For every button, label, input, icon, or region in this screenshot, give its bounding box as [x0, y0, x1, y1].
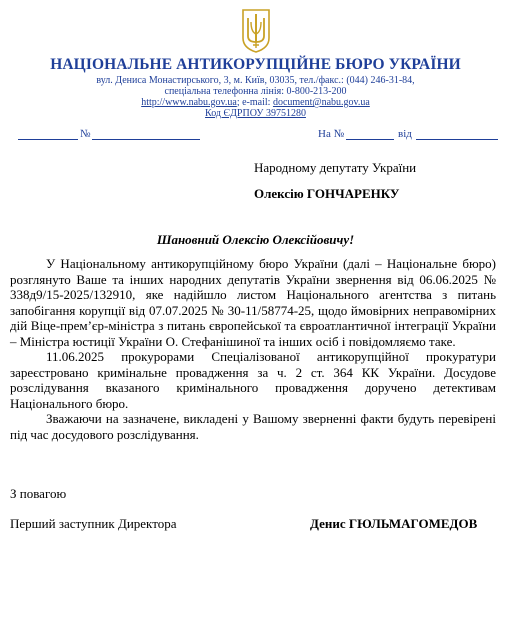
edrpou-code: Код ЄДРПОУ 39751280: [205, 108, 306, 119]
signer-position: Перший заступник Директора: [10, 516, 177, 531]
email-label: ; e-mail:: [236, 97, 273, 108]
registration-row: [0, 128, 511, 142]
website-link[interactable]: http://www.nabu.gov.ua: [141, 97, 237, 108]
email-link[interactable]: document@nabu.gov.ua: [272, 97, 370, 108]
paragraph: Зважаючи на зазначене, викладені у Вашому зверненні факти будуть перевірені під час досудового розслідування.: [10, 411, 496, 442]
greeting: Шановний Олексію Олексійовичу!: [156, 232, 355, 247]
organization-title: НАЦІОНАЛЬНЕ АНТИКОРУПЦІЙНЕ БЮРО УКРАЇНИ: [50, 56, 461, 73]
hotline-text: спеціальна телефонна лінія: 0-800-213-200: [164, 86, 347, 97]
organization-address: вул. Дениса Монастирського, 3, м. Київ, 03035, тел./факс.: (044) 246-31-84,: [96, 75, 415, 86]
trident-emblem-icon: [241, 8, 271, 54]
contacts-line: [0, 97, 511, 109]
letter-body: [10, 256, 496, 442]
closing: З повагою: [10, 486, 67, 501]
reply-to-label: На №: [318, 128, 345, 140]
number-sign: №: [80, 128, 91, 140]
paragraph: У Національному антикорупційному бюро України (далі – Національне бюро) розглянуто Ваше та інших народних депутатів України звернення від 06.06.2025 № 338д9/15-2025/132910, яке надійшло листом Національного агентства з питань запобігання корупції від 07.07.2025 № 30-11/58774-25, щодо ймовірних неправомірних дій Віце-прем’єр-міністра з питань європейської та євроатлантичної інтеграції України – Міністра юстиції України О. Стефанішиної та інших осіб і повідомляємо таке.: [10, 256, 496, 349]
paragraph: 11.06.2025 прокурорами Спеціалізованої антикорупційної прокуратури зареєстровано кримінальне провадження за ч. 2 ст. 364 КК України. Досудове розслідування вказаного кримінального провадження доручено детективам Національного бюро.: [10, 349, 496, 411]
addressee-name: Олексію ГОНЧАРЕНКУ: [254, 186, 400, 201]
date-label: від: [398, 128, 412, 140]
addressee-position: Народному депутату України: [254, 160, 417, 175]
signer-name: Денис ГЮЛЬМАГОМЕДОВ: [310, 516, 478, 531]
